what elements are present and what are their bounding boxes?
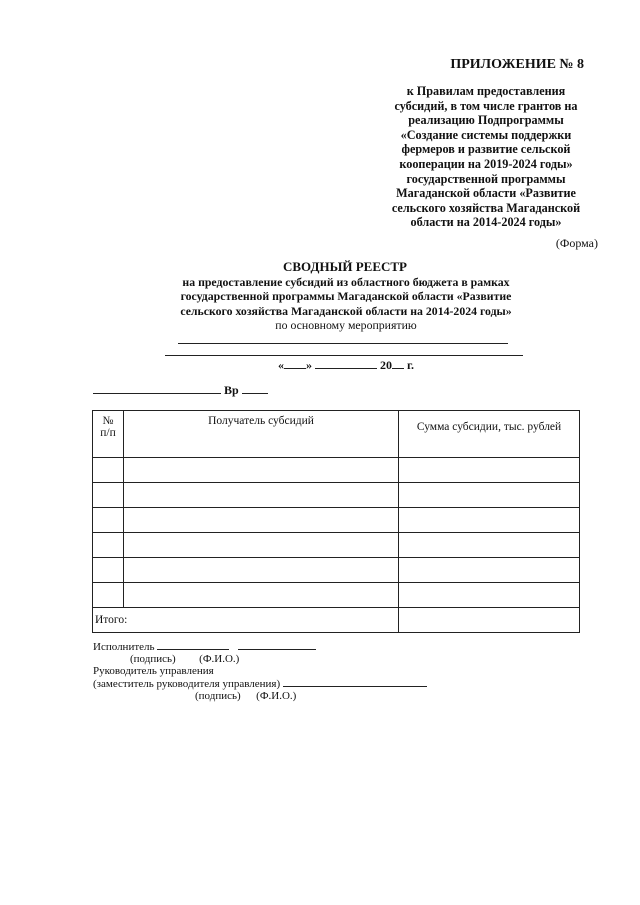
cell-num[interactable]: [93, 583, 124, 608]
date-close-quote: »: [305, 358, 312, 372]
annex-line: кооперации на 2019-2024 годы»: [399, 156, 573, 171]
registry-subtitle-line: сельского хозяйства Магаданской области на 2014-2024 годы»: [180, 303, 512, 318]
year-suffix: г.: [406, 358, 415, 372]
table-row: [93, 558, 580, 583]
year-blank: [392, 359, 404, 369]
registry-subtitle-line: государственной программы Магаданской области «Развитие: [180, 289, 512, 304]
cell-sum[interactable]: [399, 458, 580, 483]
deputy-line: [93, 677, 427, 690]
podpis-caption: (подпись): [130, 653, 176, 665]
fio-caption: (Ф.И.О.): [199, 653, 240, 665]
annex-line: Магаданской области «Развитие: [396, 186, 576, 201]
executor-label: Исполнитель: [93, 641, 155, 653]
cell-num[interactable]: [93, 533, 124, 558]
cell-sum[interactable]: [399, 508, 580, 533]
executor-line: [93, 640, 427, 653]
main-activity-label: по основному мероприятию: [275, 318, 417, 332]
annex-line: области на 2014-2024 годы»: [410, 215, 562, 230]
header-sum: [399, 411, 580, 458]
fill-line: [165, 355, 523, 356]
head-label: Руководитель управления: [93, 665, 214, 677]
fill-line: [178, 343, 508, 344]
cell-recipient[interactable]: [124, 533, 399, 558]
total-label: Итого:: [93, 608, 399, 633]
registry-title: СВОДНЫЙ РЕЕСТР: [283, 259, 407, 274]
date-open-quote: «: [277, 358, 284, 372]
cell-num[interactable]: [93, 558, 124, 583]
registry-subtitle: [150, 275, 542, 318]
month-blank: [315, 359, 377, 369]
annex-line: реализацию Подпрограммы: [408, 113, 564, 128]
head-caption: [93, 690, 427, 702]
cell-sum[interactable]: [399, 558, 580, 583]
annex-line: «Создание системы поддержки: [400, 127, 572, 142]
table-row: [93, 533, 580, 558]
cell-recipient[interactable]: [124, 508, 399, 533]
deputy-label: (заместитель руководителя управления): [93, 678, 281, 690]
table-row: [93, 508, 580, 533]
year-prefix: 20: [379, 358, 392, 372]
fio-caption: (Ф.И.О.): [256, 690, 297, 702]
header-recipient: Получатель субсидий: [124, 411, 399, 458]
header-num: [93, 411, 124, 458]
form-label: (Форма): [555, 236, 598, 250]
day-blank: [284, 359, 306, 369]
annex-line: субсидий, в том числе грантов на: [394, 98, 578, 113]
head-signature-blank[interactable]: [283, 677, 427, 687]
cell-recipient[interactable]: [124, 558, 399, 583]
annex-line: к Правилам предоставления: [406, 84, 566, 98]
annex-line: государственной программы: [406, 171, 566, 186]
cell-num[interactable]: [93, 483, 124, 508]
executor-caption: [93, 653, 427, 665]
cell-recipient[interactable]: [124, 458, 399, 483]
vr-label: Вр: [224, 383, 239, 397]
table-total-row: [93, 608, 580, 633]
podpis-caption: (подпись): [195, 690, 241, 702]
date-field: [150, 358, 542, 373]
cell-sum[interactable]: [399, 533, 580, 558]
annex-line: фермеров и развитие сельской: [401, 142, 571, 157]
registry-table: [92, 410, 580, 633]
annex-text: [380, 84, 592, 230]
table-row: [93, 483, 580, 508]
vr-blank-left: [93, 384, 221, 394]
cell-recipient[interactable]: [124, 583, 399, 608]
annex-title: ПРИЛОЖЕНИЕ № 8: [450, 57, 584, 72]
registry-subtitle-line: на предоставление субсидий из областного бюджета в рамках: [182, 275, 510, 289]
table-row: [93, 458, 580, 483]
header-sum-label: Сумма субсидии, тыс. рублей: [416, 421, 562, 433]
executor-signature-blank[interactable]: [157, 640, 229, 650]
vr-field: [93, 383, 268, 398]
cell-sum[interactable]: [399, 483, 580, 508]
vr-blank-right: [242, 384, 268, 394]
total-sum-cell[interactable]: [399, 608, 580, 633]
signature-block: [93, 640, 427, 702]
header-num-label: № п/п: [100, 415, 116, 439]
annex-line: сельского хозяйства Магаданской: [391, 200, 581, 215]
table-row: [93, 583, 580, 608]
cell-num[interactable]: [93, 508, 124, 533]
cell-num[interactable]: [93, 458, 124, 483]
executor-name-blank[interactable]: [238, 640, 316, 650]
cell-recipient[interactable]: [124, 483, 399, 508]
cell-sum[interactable]: [399, 583, 580, 608]
table-header-row: [93, 411, 580, 458]
